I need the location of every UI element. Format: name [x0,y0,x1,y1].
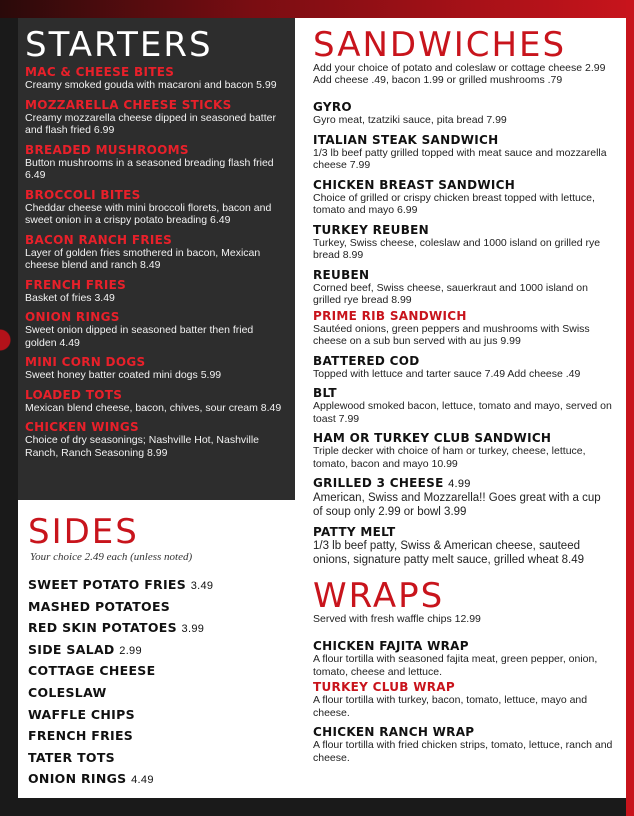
sandwich-name: GYRO [313,100,352,114]
side-name: MASHED POTATOES [28,598,171,614]
side-price: 2.99 [119,644,142,657]
starter-desc: Cheddar cheese with mini broccoli florets, bacon and sweet onion in a crispy potato breading 6.49 [25,201,272,226]
side-item [28,597,288,619]
sandwich-name: REUBEN [313,267,370,282]
sandwich-item [313,100,613,127]
side-name: RED SKIN POTATOES [28,620,177,636]
sandwich-item [313,309,613,348]
side-name: ONION RINGS [28,771,127,787]
background-red-edge [626,0,634,816]
starter-name: BREADED MUSHROOMS [25,142,189,157]
starter-desc: Sweet honey batter coated mini dogs 5.99 [25,369,222,381]
side-name: WAFFLE CHIPS [28,706,135,722]
starter-desc: Mexican blend cheese, bacon, chives, sour cream 8.49 [25,401,282,414]
sandwich-item [313,268,613,307]
starter-item [25,278,287,305]
side-name: FRENCH FRIES [28,728,134,744]
sandwich-name-text: GRILLED 3 CHEESE [313,476,444,490]
starter-name: MOZZARELLA CHEESE STICKS [25,97,232,112]
starter-desc: Layer of golden fries smothered in bacon, Mexican cheese blend and ranch 8.49 [25,246,261,271]
starter-name: ONION RINGS [25,310,120,324]
wraps-title: WRAPS [313,576,445,616]
sandwich-desc: American, Swiss and Mozzarella!! Goes great with a cup of soup only 2.99 or bowl 3.99 [313,492,601,518]
sides-note: Your choice 2.49 each (unless noted) [30,551,193,563]
sandwich-desc: Applewood smoked bacon, lettuce, tomato and mayo, served on toast 7.99 [313,400,612,425]
starter-item [25,143,287,182]
side-item [28,661,288,683]
starter-name: MINI CORN DOGS [25,355,146,369]
sandwich-desc: Corned beef, Swiss cheese, sauerkraut and 1000 island on grilled rye bread 8.99 [313,281,588,306]
starter-name: BACON RANCH FRIES [25,232,173,247]
sandwich-item [313,386,613,425]
starter-desc: Basket of fries 3.49 [25,291,115,304]
sandwich-desc: Triple decker with choice of ham or turkey, cheese, lettuce, tomato, bacon and mayo 10.99 [313,445,586,470]
sandwich-name [313,476,613,491]
wrap-desc: A flour tortilla with fried chicken strips, tomato, lettuce, ranch and cheese. [313,739,613,764]
sandwich-desc: 1/3 lb beef patty grilled topped with meat sauce and mozzarella cheese 7.99 [313,146,607,171]
sandwich-desc: Gyro meat, tzatziki sauce, pita bread 7.99 [313,114,507,126]
side-price: 4.49 [131,774,154,787]
wrap-item [313,639,613,678]
starter-item [25,98,287,137]
sandwich-item [313,133,613,172]
side-item [28,618,288,640]
wrap-item [313,680,613,719]
sides-section [28,512,288,791]
sandwich-desc: Topped with lettuce and tarter sauce 7.49 Add cheese .49 [313,367,581,380]
side-name: TATER TOTS [28,749,115,765]
side-item [28,748,288,770]
starter-desc: Choice of dry seasonings; Nashville Hot, Nashville Ranch, Ranch Seasoning 8.99 [25,434,260,459]
wrap-desc: A flour tortilla with turkey, bacon, tomato, lettuce, mayo and cheese. [313,694,588,719]
sandwich-name: TURKEY REUBEN [313,222,430,237]
starter-name: MAC & CHEESE BITES [25,65,175,79]
starter-item [25,310,287,349]
side-item [28,683,288,705]
wrap-name: CHICKEN FAJITA WRAP [313,639,469,653]
sandwiches-intro: Add your choice of potato and coleslaw or cottage cheese 2.99 Add cheese .49, bacon 1.99 or grilled mushrooms .79 [313,62,606,86]
starter-name: LOADED TOTS [25,387,123,402]
wrap-desc: A flour tortilla with seasoned fajita meat, green pepper, onion, tomato, cheese and lettuce. [313,653,598,678]
sandwich-item [313,178,613,217]
sandwich-desc: Turkey, Swiss cheese, coleslaw and 1000 island on grilled rye bread 8.99 [313,236,601,261]
sandwich-desc: 1/3 lb beef patty, Swiss & American cheese, sauteed onions, signature patty melt sauce, grilled wheat 8.49 [313,540,585,566]
starter-desc: Button mushrooms in a seasoned breading flash fried 6.49 [25,156,274,181]
starter-item [25,65,287,92]
sandwich-item [313,476,613,519]
sandwich-name: CHICKEN BREAST SANDWICH [313,177,516,192]
sandwich-item [313,354,613,381]
sandwiches-wraps-column [313,25,613,764]
starter-item [25,420,287,459]
sandwich-name: BLT [313,386,337,400]
starter-item [25,388,287,415]
side-item [28,575,288,597]
starter-name: BROCCOLI BITES [25,187,141,202]
sandwich-desc: Choice of grilled or crispy chicken breast topped with lettuce, tomato and mayo 6.99 [313,191,595,216]
sandwich-item [313,223,613,262]
sandwich-name: ITALIAN STEAK SANDWICH [313,132,499,147]
sandwich-price: 4.99 [448,478,471,490]
sandwich-name: PATTY MELT [313,525,396,539]
starter-item [25,233,287,272]
wrap-item [313,725,613,764]
background-swirl-decoration [0,300,20,380]
side-item [28,705,288,727]
sandwiches-title: SANDWICHES [313,25,567,65]
sides-title: SIDES [28,512,139,552]
starter-name: CHICKEN WINGS [25,420,139,434]
side-item [28,640,288,662]
sandwich-name: BATTERED COD [313,353,420,368]
starter-desc: Creamy mozzarella cheese dipped in seasoned batter and flash fried 6.99 [25,111,276,136]
side-item [28,726,288,748]
sandwich-name: HAM OR TURKEY CLUB SANDWICH [313,431,552,445]
side-item [28,769,288,791]
starters-title: STARTERS [25,25,213,65]
side-price: 3.99 [181,623,205,636]
sandwich-desc: Sautéed onions, green peppers and mushrooms with Swiss cheese on a sub bun served with au jus 9.99 [313,322,590,347]
sandwich-item [313,525,613,567]
background-red-band [0,0,634,18]
sandwich-name: PRIME RIB SANDWICH [313,308,467,323]
side-name: SIDE SALAD [28,641,115,657]
starters-section [18,18,295,500]
side-name: COTTAGE CHEESE [28,663,156,679]
starter-desc: Creamy smoked gouda with macaroni and bacon 5.99 [25,79,277,91]
wrap-name: TURKEY CLUB WRAP [313,680,455,694]
starter-desc: Sweet onion dipped in seasoned batter then fried golden 4.49 [25,324,254,349]
side-name: COLESLAW [28,684,107,700]
starter-item [25,188,287,227]
wrap-name: CHICKEN RANCH WRAP [313,725,475,739]
starter-name: FRENCH FRIES [25,277,127,292]
side-name: SWEET POTATO FRIES [28,577,187,592]
starter-item [25,355,287,382]
side-price: 3.49 [190,580,214,592]
sandwich-item [313,431,613,470]
wraps-intro: Served with fresh waffle chips 12.99 [313,613,481,625]
